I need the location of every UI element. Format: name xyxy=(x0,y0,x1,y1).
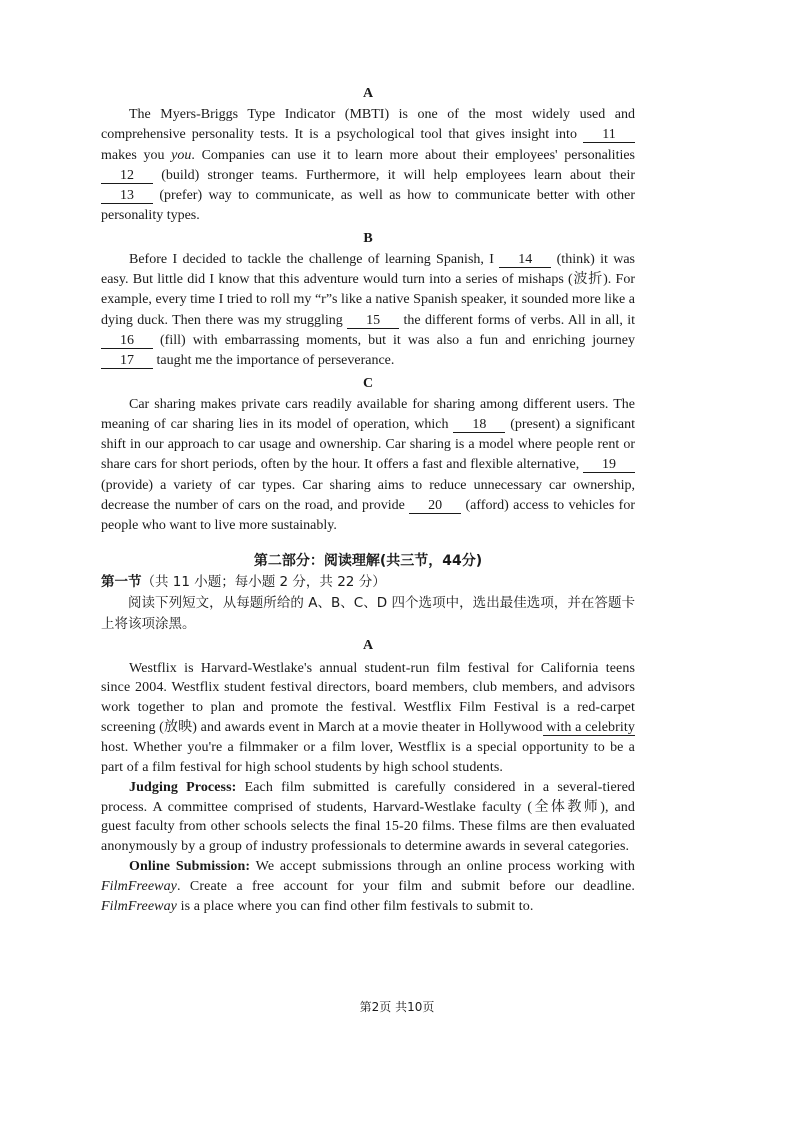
blank-11: 11 xyxy=(583,127,635,143)
section-b-paragraph: Before I decided to tackle the challenge of learning Spanish, I 14 (think) it was easy. But little did I know that this adventure would turn into a series of mishaps (波折). For example, every time I tried to roll my “r”s like a native Spanish speaker, it sounded more like a dying duck. Then there was my struggling 15 the different forms of verbs. All in all, it 16 (fill) with embarrassing moments, but it was also a fun and enriching journey 17 taught me the importance of perseverance. xyxy=(101,251,636,369)
blank-15: 15 xyxy=(347,313,399,329)
blank-16: 16 xyxy=(101,333,153,349)
passage-a-letter: A xyxy=(362,637,374,653)
section-a-paragraph: The Myers-Briggs Type Indicator (MBTI) is one of the most widely used and comprehensive personality tests. It is a psychological tool that gives insight into 11 makes you you. Companies can use it to learn more about their employees' personalities 12 (build) stronger teams. Furthermore, it will help employees learn about their 13 (prefer) way to communicate, as well as how to communicate better with other personality types. xyxy=(101,107,636,224)
blank-20: 20 xyxy=(409,498,461,514)
blank-18: 18 xyxy=(453,417,505,433)
blank-14: 14 xyxy=(499,252,551,268)
blank-17: 17 xyxy=(101,353,153,369)
passage-a-judging: Judging Process: Each film submitted is carefully considered in a several-tiered process. A committee comprised of students, Harvard-Westlake faculty (全体教师), and guest faculty from other schools selects the final 15-20 films. These films are then evaluated anonymously by a group of industry professionals to determine awards in several categories. xyxy=(101,779,635,855)
blank-12: 12 xyxy=(101,168,153,184)
blank-19: 19 xyxy=(583,457,635,473)
blank-13: 13 xyxy=(101,188,153,204)
handwritten-underline: with a celebrity xyxy=(542,720,635,736)
section-1-heading: 第一节（共 11 小题；每小题 2 分，共 22 分） xyxy=(101,573,386,590)
exam-page xyxy=(101,82,635,917)
reading-instruction: 阅读下列短文，从每题所给的 A、B、C、D 四个选项中，选出最佳选项，并在答题卡上将该项涂黑。 xyxy=(101,594,635,632)
section-a-letter: A xyxy=(362,86,374,101)
part2-title: 第二部分：阅读理解(共三节，44分) xyxy=(253,552,483,569)
passage-a-online: Online Submission: We accept submissions through an online process working with FilmFreeway. Create a free account for your film and submit before our deadline. FilmFreeway is a place where you can find other film festivals to submit to. xyxy=(101,859,635,914)
page-footer: 第2页 共10页 xyxy=(359,1000,435,1014)
passage-a xyxy=(101,636,635,917)
section-c-paragraph: Car sharing makes private cars readily available for sharing among different users. The meaning of car sharing lies in its model of operation, which 18 (present) a significant shift in our approach to car usage and ownership. Car sharing is a model where people rent or share cars for short periods, often by the hour. It offers a fast and flexible alternative, 19 (provide) a variety of car types. Car sharing aims to reduce unnecessary car ownership, decrease the number of cars on the road, and provide 20 (afford) access to vehicles for people who want to live more sustainably. xyxy=(101,396,635,534)
section-b-letter: B xyxy=(363,230,373,246)
passage-a-intro: Westflix is Harvard-Westlake's annual student-run film festival for California teens since 2004. Westflix student festival directors, board members, club members, and advisors work together to plan and promote the festival. Westflix Film Festival is a red-carpet screening (放映) and awards event in March at a movie theater in Hollywood with a celebrity host. Whether you're a filmmaker or a film lover, Westflix is a special opportunity to be a part of a film festival for high school students by high school students. xyxy=(101,660,635,775)
section-c-letter: C xyxy=(362,375,374,391)
